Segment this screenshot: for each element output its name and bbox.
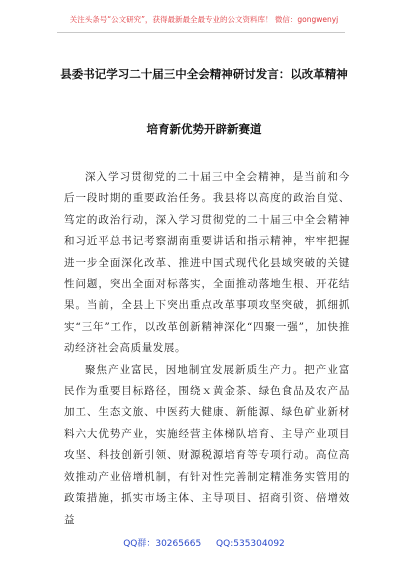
footer-qq-number: QQ:535304092 <box>216 539 285 549</box>
footer-qq-group: QQ群：30265665 <box>123 539 202 549</box>
promo-header-notice: 关注头条号“公文研究”，获得最新最全最专业的公文资料库！ 微信：gongwenyj <box>69 15 339 24</box>
body-paragraph-1: 深入学习贯彻党的二十届三中全会精神，是当前和今后一段时期的重要政治任务。我县将以高度的政治自觉、笃定的政治行动，深入学习贯彻党的二十届三中全会精神和习近平总书记考察湖南重要讲话和指示精神，牢牢把握进一步全面深化改革、推进中国式现代化县域突破的关键性问题，突出全面对标落实，全面推动落地生根、开花结果。当前，全县上下突出重点改革事项攻坚突破，抓细抓实“三年”工作，以改革创新精神深化“四聚一强”，加快推动经济社会高质量发展。 <box>64 171 350 355</box>
document-body <box>64 167 350 531</box>
header-divider <box>57 32 345 33</box>
body-paragraph-2: 聚焦产业富民，因地制宜发展新质生产力。把产业富民作为重要目标路径，围绕ｘ黄金茶、绿色食品及农产品加工、生态文旅、中医药大健康、新能源、绿色矿业新材料六大优势产业，实施经营主体梯队培育、主导产业项目攻坚、科技创新引领、财源税源培育等专项行动。高位高效推动产业倍增机制，有针对性完善制定精准务实管用的政策措施，抓实市场主体、主导项目、招商引资、倍增效益 <box>64 363 350 526</box>
document-title-line-1: 县委书记学习二十届三中全会精神研讨发言：以改革精神 <box>60 67 348 81</box>
document-title-line-2: 培育新优势开辟新赛道 <box>146 122 262 136</box>
footer-contact <box>0 536 408 549</box>
